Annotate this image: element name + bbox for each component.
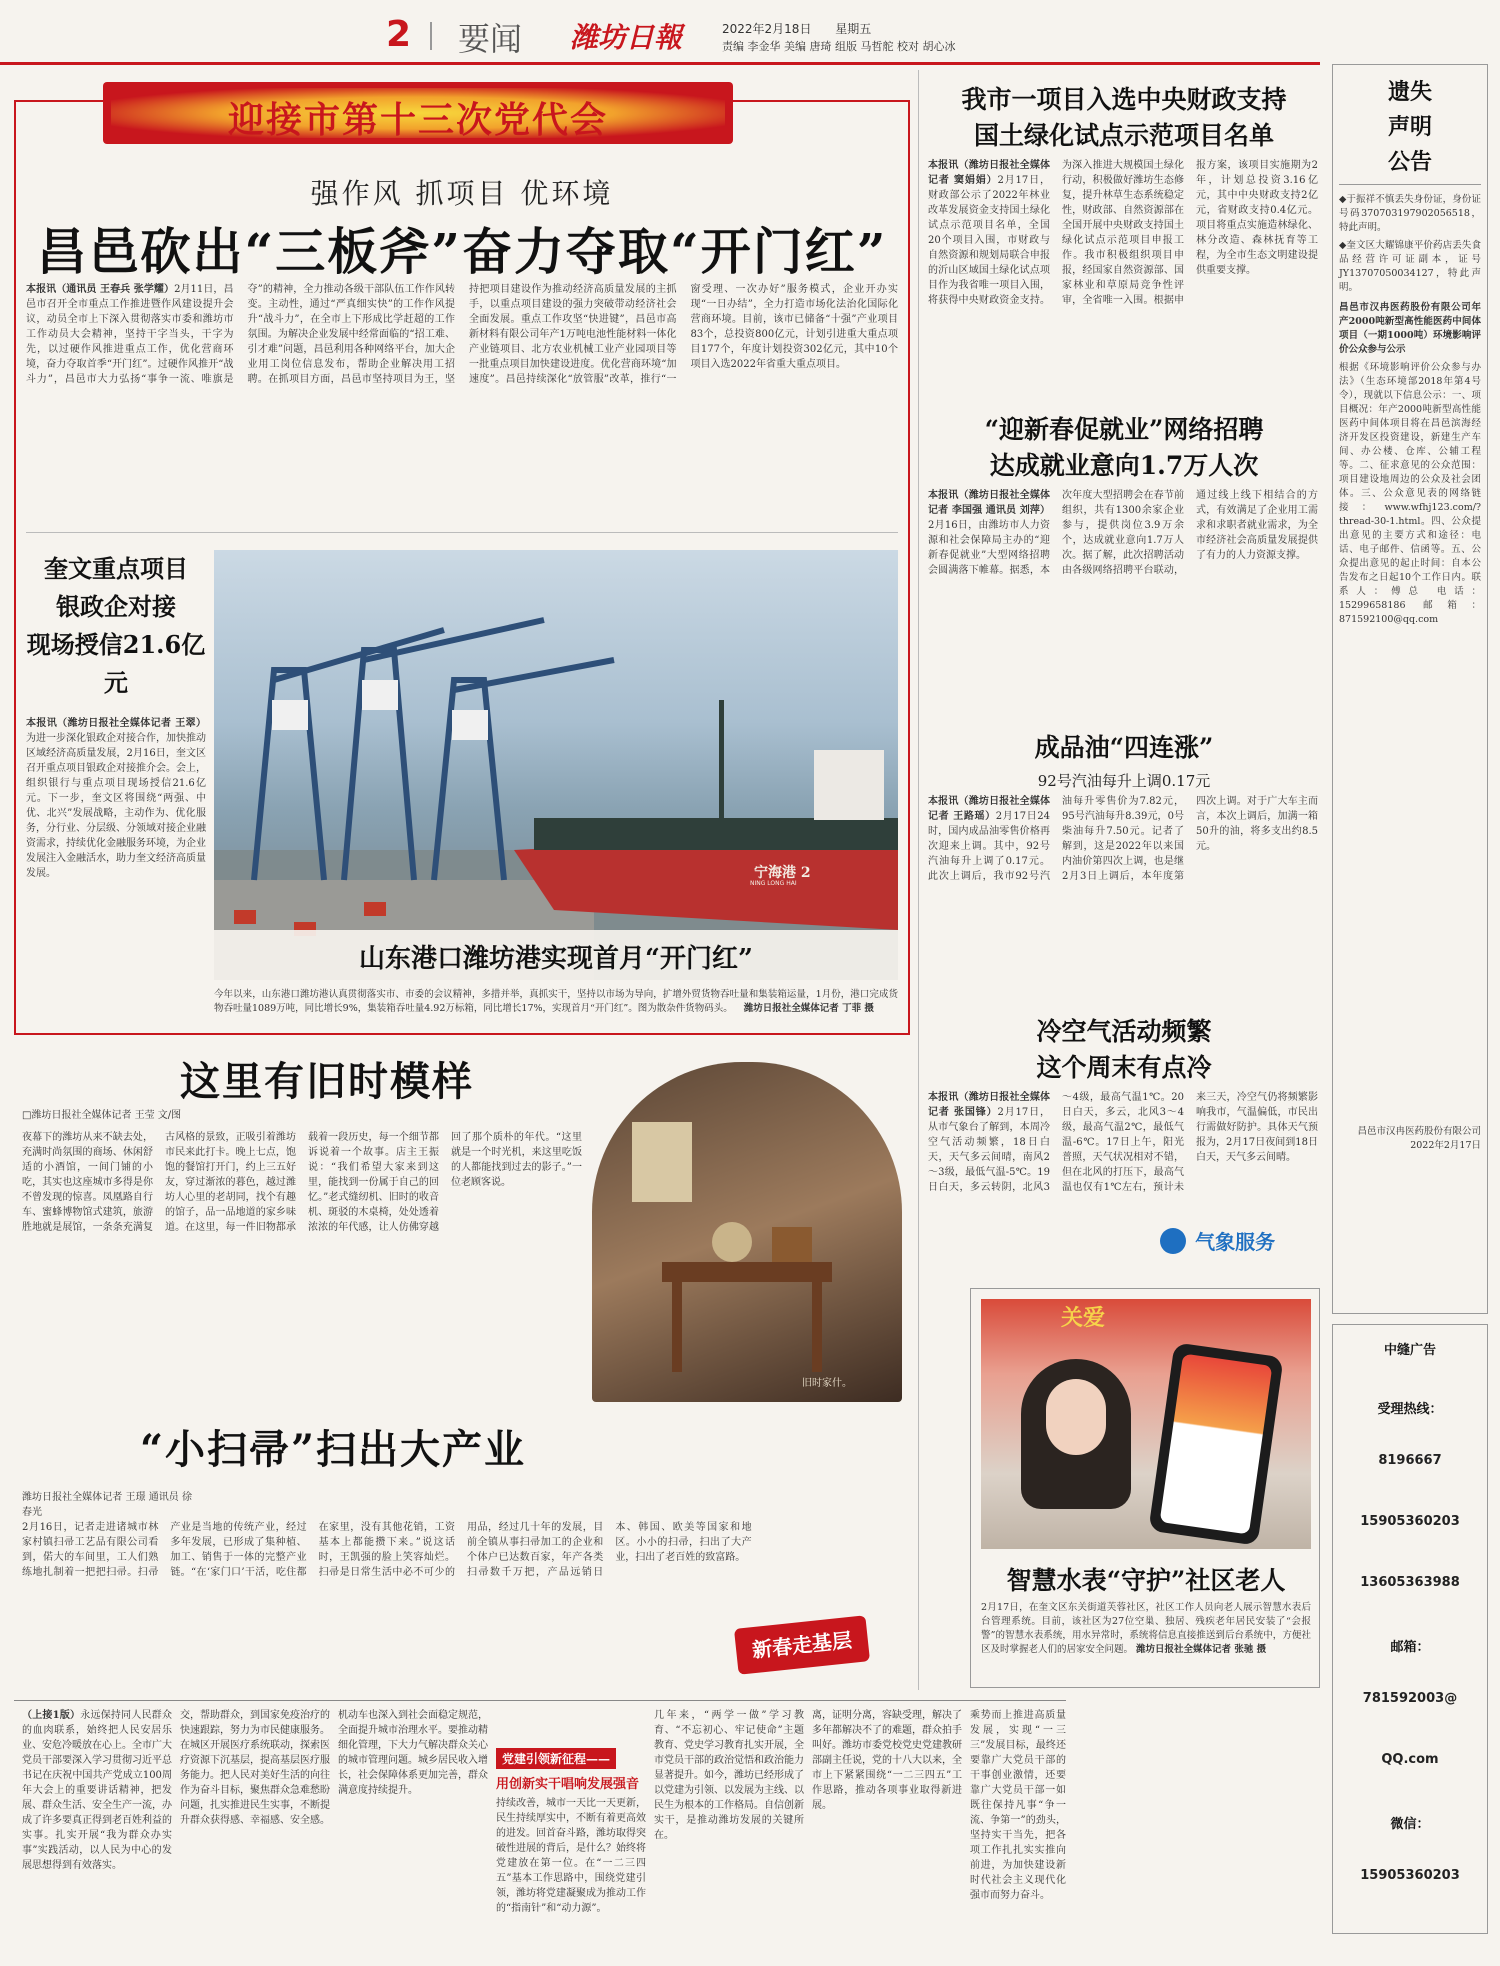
old-photo-art <box>592 1062 902 1402</box>
ship-deck <box>534 818 898 850</box>
r1-title-1: 我市一项目入选中央财政支持 <box>961 85 1287 114</box>
dang-title <box>496 1748 646 1769</box>
fulian-title-2: 银政企对接 <box>56 592 176 621</box>
r1-byline: 本报讯（潍坊日报社全媒体记者 窦娟娟） <box>928 160 1050 186</box>
bottom-col-4: 持续改善，城市一天比一天更新，民生持续厚实中，不断有着更高效的进发。回首奋斗路，潍坊取得突破性进展的背后，是什么？始终将党建放在第一位。在“一二三四五”基本工作思路中，围绕党建引领，潍坊将党建凝聚成为推动工作的“指南针”和“动力源”。 <box>496 1798 646 1914</box>
ad-email-1: 781592003@ <box>1362 1691 1458 1706</box>
lead-subtitle: 强作风 抓项目 优环境 <box>310 177 614 210</box>
ship-name: 宁海港 2 <box>754 865 811 881</box>
ad-email-label: 邮箱： <box>1390 1640 1430 1655</box>
header-rule <box>0 62 1320 65</box>
port-credit: 潍坊日报社全媒体记者 丁菲 摄 <box>743 1003 874 1014</box>
dang-label: 党建引领新征程—— <box>496 1748 616 1769</box>
bottom-col-7: 乘势而上推进高质量发展，实现“一三三”发展目标，最终还要靠广大党员干部的干事创业激情，还要靠广大党员干部一如既往保持凡事“争一流、争第一”的劲头，坚持实干当先，把各项工作扎扎实实推向前进，为加快建设新时代社会主义现代化强市而努力奋斗。 <box>970 1710 1066 1901</box>
r4-text: 2月17日，从市气象台了解到，本周冷空气活动频繁，18日白天，天气多云间晴，南风2～3级，最低气温-5℃。19日白天，多云转阴，北风3～4级，最高气温1℃。20日白天，多云，北风3～4级，最高气温2℃，最低气温-6℃。17日上午，阳光普照，天气状况相对不错，但在北风的打压下，最高气温也仅有1℃左右，预计未来三天，冷空气仍将频繁影响我市，气温偏低，市民出行需做好防护。具体天气预报为，2月17日夜间到18日白天，天气多云间晴。 <box>928 1092 1318 1193</box>
r2-byline: 本报讯（潍坊日报社全媒体记者 李国强 通讯员 刘萍） <box>928 490 1050 516</box>
right-divider <box>918 70 919 1690</box>
r4-body <box>928 1090 1318 1290</box>
congress-banner <box>103 82 733 144</box>
section-name: 要闻 <box>458 20 523 58</box>
weather-logo <box>1160 1226 1320 1260</box>
fulian-article <box>26 550 206 1046</box>
notice-footer: 昌邑市汉冉医药股份有限公司 2022年2月17日 <box>1357 1126 1481 1151</box>
lead-col-1 <box>26 282 898 522</box>
notice-company: 昌邑市汉冉医药股份有限公司年产2000吨新型高性能医药中间体项目（一期1000吨）环境影响评价公众参与公示 <box>1339 302 1481 355</box>
r4-byline: 本报讯（潍坊日报社全媒体记者 张国锋） <box>928 1092 1050 1118</box>
paper-logo: 潍坊日報 <box>570 21 683 54</box>
weather-logo-text: 气象服务 <box>1195 1230 1276 1254</box>
bottom-left-text: 永远保持同人民群众的血肉联系，始终把人民安居乐业、安危冷暖放在心上。全市广大党员干部要深入学习贯彻习近平总书记在庆祝中国共产党成立100周年大会上的重要讲话精神，把发展、群众生活、安全生产一流，办成了许多要真正得到老百姓利益的实事。扎实开展“我为群众办实事”实践活动，以人民为中心的发展思想得到有效落实。 <box>22 1710 172 1871</box>
lead-byline: 本报讯（通讯员 王春兵 张学耀） <box>26 284 175 295</box>
r4-title-1: 冷空气活动频繁 <box>1036 1017 1212 1046</box>
notice-column <box>1332 64 1488 1314</box>
dang-box <box>496 1708 646 1966</box>
r4-title-2: 这个周末有点冷 <box>1036 1053 1212 1082</box>
r5-caption-text: 2月17日，在奎文区东关街道芙蓉社区，社区工作人员向老人展示智慧水表后台管理系统。目前，该社区为27位空巢、独居、残疾老年居民安装了“会报警”的智慧水表系统，用水异常时，系统将信息直接推送到后台系统中，方便社区及时掌握老人们的居家安全问题。 <box>981 1602 1311 1655</box>
r3-body <box>928 794 1318 998</box>
notice-title-1: 遗失 <box>1387 79 1432 105</box>
port-caption <box>214 988 898 1016</box>
r5-face <box>1046 1379 1106 1455</box>
lead-body <box>26 282 898 522</box>
port-caption-text: 今年以来，山东港口潍坊港认真贯彻落实市、市委的会议精神，多措并举，真抓实干，坚持以市场为导向，扩增外贸货物吞吐量和集装箱运量，1月份，港口完成货物吞吐量1089万吨，同比增长9%，集装箱吞吐量4.92万标箱，同比增长17%，实现首月“开门红”。图为散杂件货物码头。 <box>214 989 898 1014</box>
fulian-title-3: 现场授信21.6亿元 <box>26 630 206 697</box>
fulian-body <box>26 716 206 1046</box>
ship-mast <box>719 700 724 820</box>
ad-phone-1: 8196667 <box>1378 1453 1442 1468</box>
ad-title: 中缝广告 <box>1383 1343 1436 1358</box>
r5-caption-title: 智慧水表“守护”社区老人 <box>1006 1566 1286 1595</box>
bottom-rule <box>14 1700 1066 1701</box>
bottom-col-2: 交，帮助群众，到国家免疫治疗的快速跟踪，努力为市民健康服务。在城区开展医疗系统联动，探索医疗资源下沉基层，提高基层医疗服务能力。把人民对美好生活的向往作为奋斗目标，聚焦群众急难愁盼问题，扎实推进民生实事，不断提升群众获得感、幸福感、安全感。 <box>180 1710 330 1826</box>
port-illustration <box>214 550 898 980</box>
ad-hotline-label: 受理热线： <box>1377 1402 1443 1417</box>
broom-byline: 潍坊日报社全媒体记者 王璟 通讯员 徐春光 <box>22 1492 192 1518</box>
notice-body-2: ◆奎文区大耀锦康平价药店丢失食品经营许可证副本，证号JY13707050034127，特此声明。 <box>1339 240 1481 293</box>
notice-rule <box>1339 184 1481 185</box>
bottom-col-4-top <box>496 1708 646 1748</box>
header-divider <box>430 22 432 50</box>
r3-title: 成品油“四连涨” <box>1034 733 1214 762</box>
port-caption-title: 山东港口潍坊港实现首月“开门红” <box>359 944 753 974</box>
r3-subtitle: 92号汽油每升上调0.17元 <box>1037 772 1211 790</box>
lead-text: 2月11日，昌邑市召开全市重点工作推进暨作风建设提升会议，动员全市上下深入贯彻落实市委和潍坊市工作动员大会精神，坚持干字当头，干字为先，以过硬作风推进重点工作，优化营商环境，奋力夺取首季“开门红”。过硬作风推开“战斗力”，昌邑市大力弘扬“事争一流、唯旗是夺”的精神，全力推动各级干部队伍工作作风转变。主动性，通过“严真细实快”的工作作风提升“战斗力”，在全市上下形成比学赶超的工作氛围。为解决企业发展中经常面临的“招工难、引才难”问题，昌邑利用各种网络平台，加大企业用工岗位信息发布，帮助企业解决用工招聘。在抓项目方面，昌邑市坚持项目为王，坚持把项目建设作为推动经济高质量发展的主抓手，以重点项目建设的强力突破带动经济社会全面发展。重点工作攻坚“快进键”，昌邑市高新材料有限公司年产1万吨电池性能材料一体化产业链项目、北方农业机械工业产业园项目等一批重点项目加快建设进度。优化营商环境“加速度”。昌邑持续深化“放管服”改革，推行“一窗受理、一次办好”服务模式，企业开办实现“一日办结”，全力打造市场化法治化国际化营商环境。目前，该市已储备“十强”产业项目83个，总投资800亿元，计划引进重大重点项目177个，年度计划投资302亿元，其中10个项目入选2022年省重大重点项目。 <box>26 284 898 385</box>
bottom-byline: （上接1版） <box>22 1710 81 1721</box>
r5-caption <box>981 1601 1311 1681</box>
r3-byline: 本报讯（潍坊日报社全媒体记者 王路瑶） <box>928 796 1050 822</box>
old-title: 这里有旧时模样 <box>180 1058 474 1105</box>
broom-text: 2月16日，记者走进诸城市林家村镇扫帚工艺品有限公司看到，偌大的车间里，工人们熟练地扎制着一把把扫帚。扫帚产业是当地的传统产业，经过多年发展，已形成了集种植、加工、销售于一体的完整产业链。“在‘家门口’干活，吃住都在家里，没有其他花销，工资基本上都能攒下来。”说这话时，王凯强的脸上笑容灿烂。扫帚是日常生活中必不可少的用品，经过几十年的发展，目前全镇从事扫帚加工的企业和个体户已达数百家，年产各类扫帚数千万把，产品远销日本、韩国、欧美等国家和地区。小小的扫帚，扫出了大产业，扫出了老百姓的致富路。 <box>22 1522 752 1578</box>
r3-text: 2月17日24时，国内成品油零售价格再次迎来上调。其中，92号汽油每升上调了0.17元。此次上调后，我市92号汽油每升零售价为7.82元，95号汽油每升8.39元，0号柴油每升7.50元。记者了解到，这是2022年以来国内油价第四次上调，也是继2月3日上调后，本年度第四次上调。对于广大车主而言，本次上调后，加满一箱50升的油，将多支出约8.5元。 <box>928 796 1318 882</box>
old-byline: □潍坊日报社全媒体记者 王莹 文/图 <box>22 1110 182 1121</box>
date-text: 2022年2月18日 <box>722 22 812 36</box>
weather-icon <box>1160 1228 1186 1254</box>
old-photo-caption: 旧时家什。 <box>802 1378 852 1389</box>
fulian-text: 为进一步深化银政企对接合作，加快推动区域经济高质量发展，2月16日，奎文区召开重点项目银政企对接推介会。会上，组织银行与重点项目现场授信21.6亿元。下一步，奎文区将围绕“两强、中优、北兴”发展战略，主动作为、优化服务，分行业、分层级、分领域对接企业融资需求，持续优化金融服务环境，为企业发展注入金融活水，助力奎文经济高质量发展。 <box>26 733 206 879</box>
weekday-text: 星期五 <box>835 22 872 36</box>
ship-sub: NING LONG HAI <box>750 880 797 887</box>
r5-phone <box>1148 1342 1283 1545</box>
fulian-title-1: 奎文重点项目 <box>44 554 188 583</box>
old-body <box>22 1130 582 1398</box>
old-box <box>772 1227 812 1262</box>
broom-stamp-text: 新春走基层 <box>751 1627 853 1663</box>
bottom-col-5: 几年来，“两学一做”学习教育、“不忘初心、牢记使命”主题教育、党史学习教育扎实开展，全市党员干部的政治觉悟和政治能力显著提升。如今，潍坊已经形成了以党建为引领、以发展为主线、以民生为根本的工作格局。自信创新实干，是推动潍坊发展的关键所在。 <box>654 1710 804 1841</box>
banner-title: 迎接市第十三次党代会 <box>227 99 608 141</box>
fulian-byline: 本报讯（潍坊日报社全媒体记者 王翠） <box>26 718 206 729</box>
bottom-col-3: 机动车也深入到社会面稳定规范，全面提升城市治理水平。要推动精细化管理，下大力气解决群众关心的城市管理问题。城乡居民收入增长，社会保障体系更加完善，群众满意度持续提升。 <box>338 1710 488 1796</box>
lead-headline: 昌邑砍出“三板斧”奋力夺取“开门红” <box>36 222 888 281</box>
header-date <box>722 20 871 37</box>
old-text: 夜幕下的潍坊从来不缺去处，充满时尚氛围的商场、休闲舒适的小酒馆，一间门铺的小吃，其实也这座城市多得是你不曾发现的惊喜。凤凰路自行车、蜜蜂博物馆式建筑，旅游胜地就是展馆，一条条充满复古风格的景致，正吸引着潍坊市民来此打卡。晚上七点，饱饱的餐馆打开门，约上三五好友，穿过渐浓的暮色，越过潍坊人心里的老胡同，找个有趣的馆子，品一品地道的家乡味道。在这里，每一件旧物都承载着一段历史，每一个细节都诉说着一个故事。店主王振说：“我们希望大家来到这里，能找到一份属于自己的回忆。”老式缝纫机、旧时的收音机、斑驳的木桌椅，处处透着浓浓的年代感，让人仿佛穿越回了那个质朴的年代。“这里就是一个时光机，来这里吃饭的人都能找到过去的影子。”一位老顾客说。 <box>22 1132 582 1233</box>
ad-column <box>1332 1324 1488 1934</box>
old-wall-frame <box>632 1122 692 1202</box>
lead-rule <box>26 532 898 533</box>
r1-title-2: 国土绿化试点示范项目名单 <box>973 121 1274 150</box>
broom-title: “小扫帚”扫出大产业 <box>140 1426 527 1473</box>
r2-body <box>928 488 1318 706</box>
notice-body-3: 根据《环境影响评价公众参与办法》（生态环境部2018年第4号令），现就以下信息公示：一、项目概况：年产2000吨新型高性能医药中间体项目将在昌邑滨海经济开发区投资建设，新建生产车间、办公楼、仓库、公辅工程等。二、征求意见的公众范围：项目建设地周边的公众及社会团体。三、公众意见表的网络链接：www.wfhj123.com/?thread-30-1.html。四、公众提出意见的主要方式和途径：电话、电子邮件、信函等。五、公众提出意见的起止时间：自本公告发布之日起10个工作日内。联系人：傅总 电话：15299658186 邮箱：871592100@qq.com <box>1339 362 1481 625</box>
ad-wechat: 15905360203 <box>1360 1868 1460 1883</box>
r2-title-1: “迎新春促就业”网络招聘 <box>984 415 1264 444</box>
port-photo <box>214 550 898 980</box>
ship-bridge <box>814 750 884 820</box>
r2-title-2: 达成就业意向1.7万人次 <box>989 451 1259 480</box>
old-radio <box>712 1222 752 1262</box>
ad-phone-3: 13605363988 <box>1360 1575 1460 1590</box>
ad-email-2: QQ.com <box>1381 1752 1439 1767</box>
page-number: 2 <box>386 14 412 55</box>
r1-body <box>928 158 1318 390</box>
r5-box <box>970 1288 1320 1688</box>
notice-title-3: 公告 <box>1387 149 1432 175</box>
r2-text: 2月16日，由潍坊市人力资源和社会保障局主办的“迎新春促就业”大型网络招聘会圆满落下帷幕。据悉，本次年度大型招聘会在春节前组织，共有1300余家企业参与，提供岗位3.9万余个，达成就业意向1.7万人次。据了解，此次招聘活动由各级网络招聘平台联动，通过线上线下相结合的方式，有效满足了企业用工需求和求职者就业需求，为全市经济社会高质量发展提供了有力的人力资源支撑。 <box>928 490 1318 576</box>
ad-phone-2: 15905360203 <box>1360 1514 1460 1529</box>
r5-photo <box>981 1299 1311 1549</box>
dang-subtitle: 用创新实干唱响发展强音 <box>496 1777 640 1792</box>
r5-credit: 潍坊日报社全媒体记者 张驰 摄 <box>1136 1644 1267 1655</box>
old-table <box>662 1262 832 1282</box>
notice-title-2: 声明 <box>1387 114 1432 140</box>
bottom-col-1 <box>22 1708 172 1938</box>
old-photo <box>592 1062 902 1402</box>
notice-body-1: ◆于振祥不慎丢失身份证，身份证号码370703197902056518，特此声明。 <box>1339 194 1481 233</box>
r1-text: 2月17日，财政部公示了2022年林业改革发展资金支持国土绿化试点示范项目名单，全国20个项目入围，市财政与自然资源和规划局联合申报的沂山区域国土绿化试点项目作为我省唯一项目入围，将获得中央财政资金支持。为深入推进大规模国土绿化行动，积极做好潍坊生态修复，提升林草生态系统稳定性，财政部、自然资源部在全国开展中央财政支持国土绿化试点示范项目申报工作。我市积极组织项目申报，经国家自然资源部、国家林业和草原局竞争性评审，全省唯一入围。根据申报方案，该项目实施期为2年，计划总投资3.16亿元，其中中央财政支持2亿元，省财政支持0.4亿元。项目将重点实施造林绿化、林分改造、森林抚育等工程，为全市生态文明建设提供重要支撑。 <box>928 160 1318 306</box>
bottom-col-6: 离，证明分离，容缺受理，解决了多年都解决不了的难题，群众拍手叫好。潍坊市委党校党史党建教研部副主任说，党的十八大以来，全市上下紧紧围绕“一二三四五”工作思路，推动各项事业取得新进展。 <box>812 1710 962 1811</box>
ad-wechat-label: 微信： <box>1390 1817 1430 1832</box>
masthead <box>0 0 1500 62</box>
r5-sign: 关爱 <box>1061 1305 1106 1331</box>
staff-line: 责编 李金华 美编 唐琦 组版 马哲舵 校对 胡心冰 <box>722 40 956 53</box>
r5-phone-screen <box>1160 1354 1273 1535</box>
